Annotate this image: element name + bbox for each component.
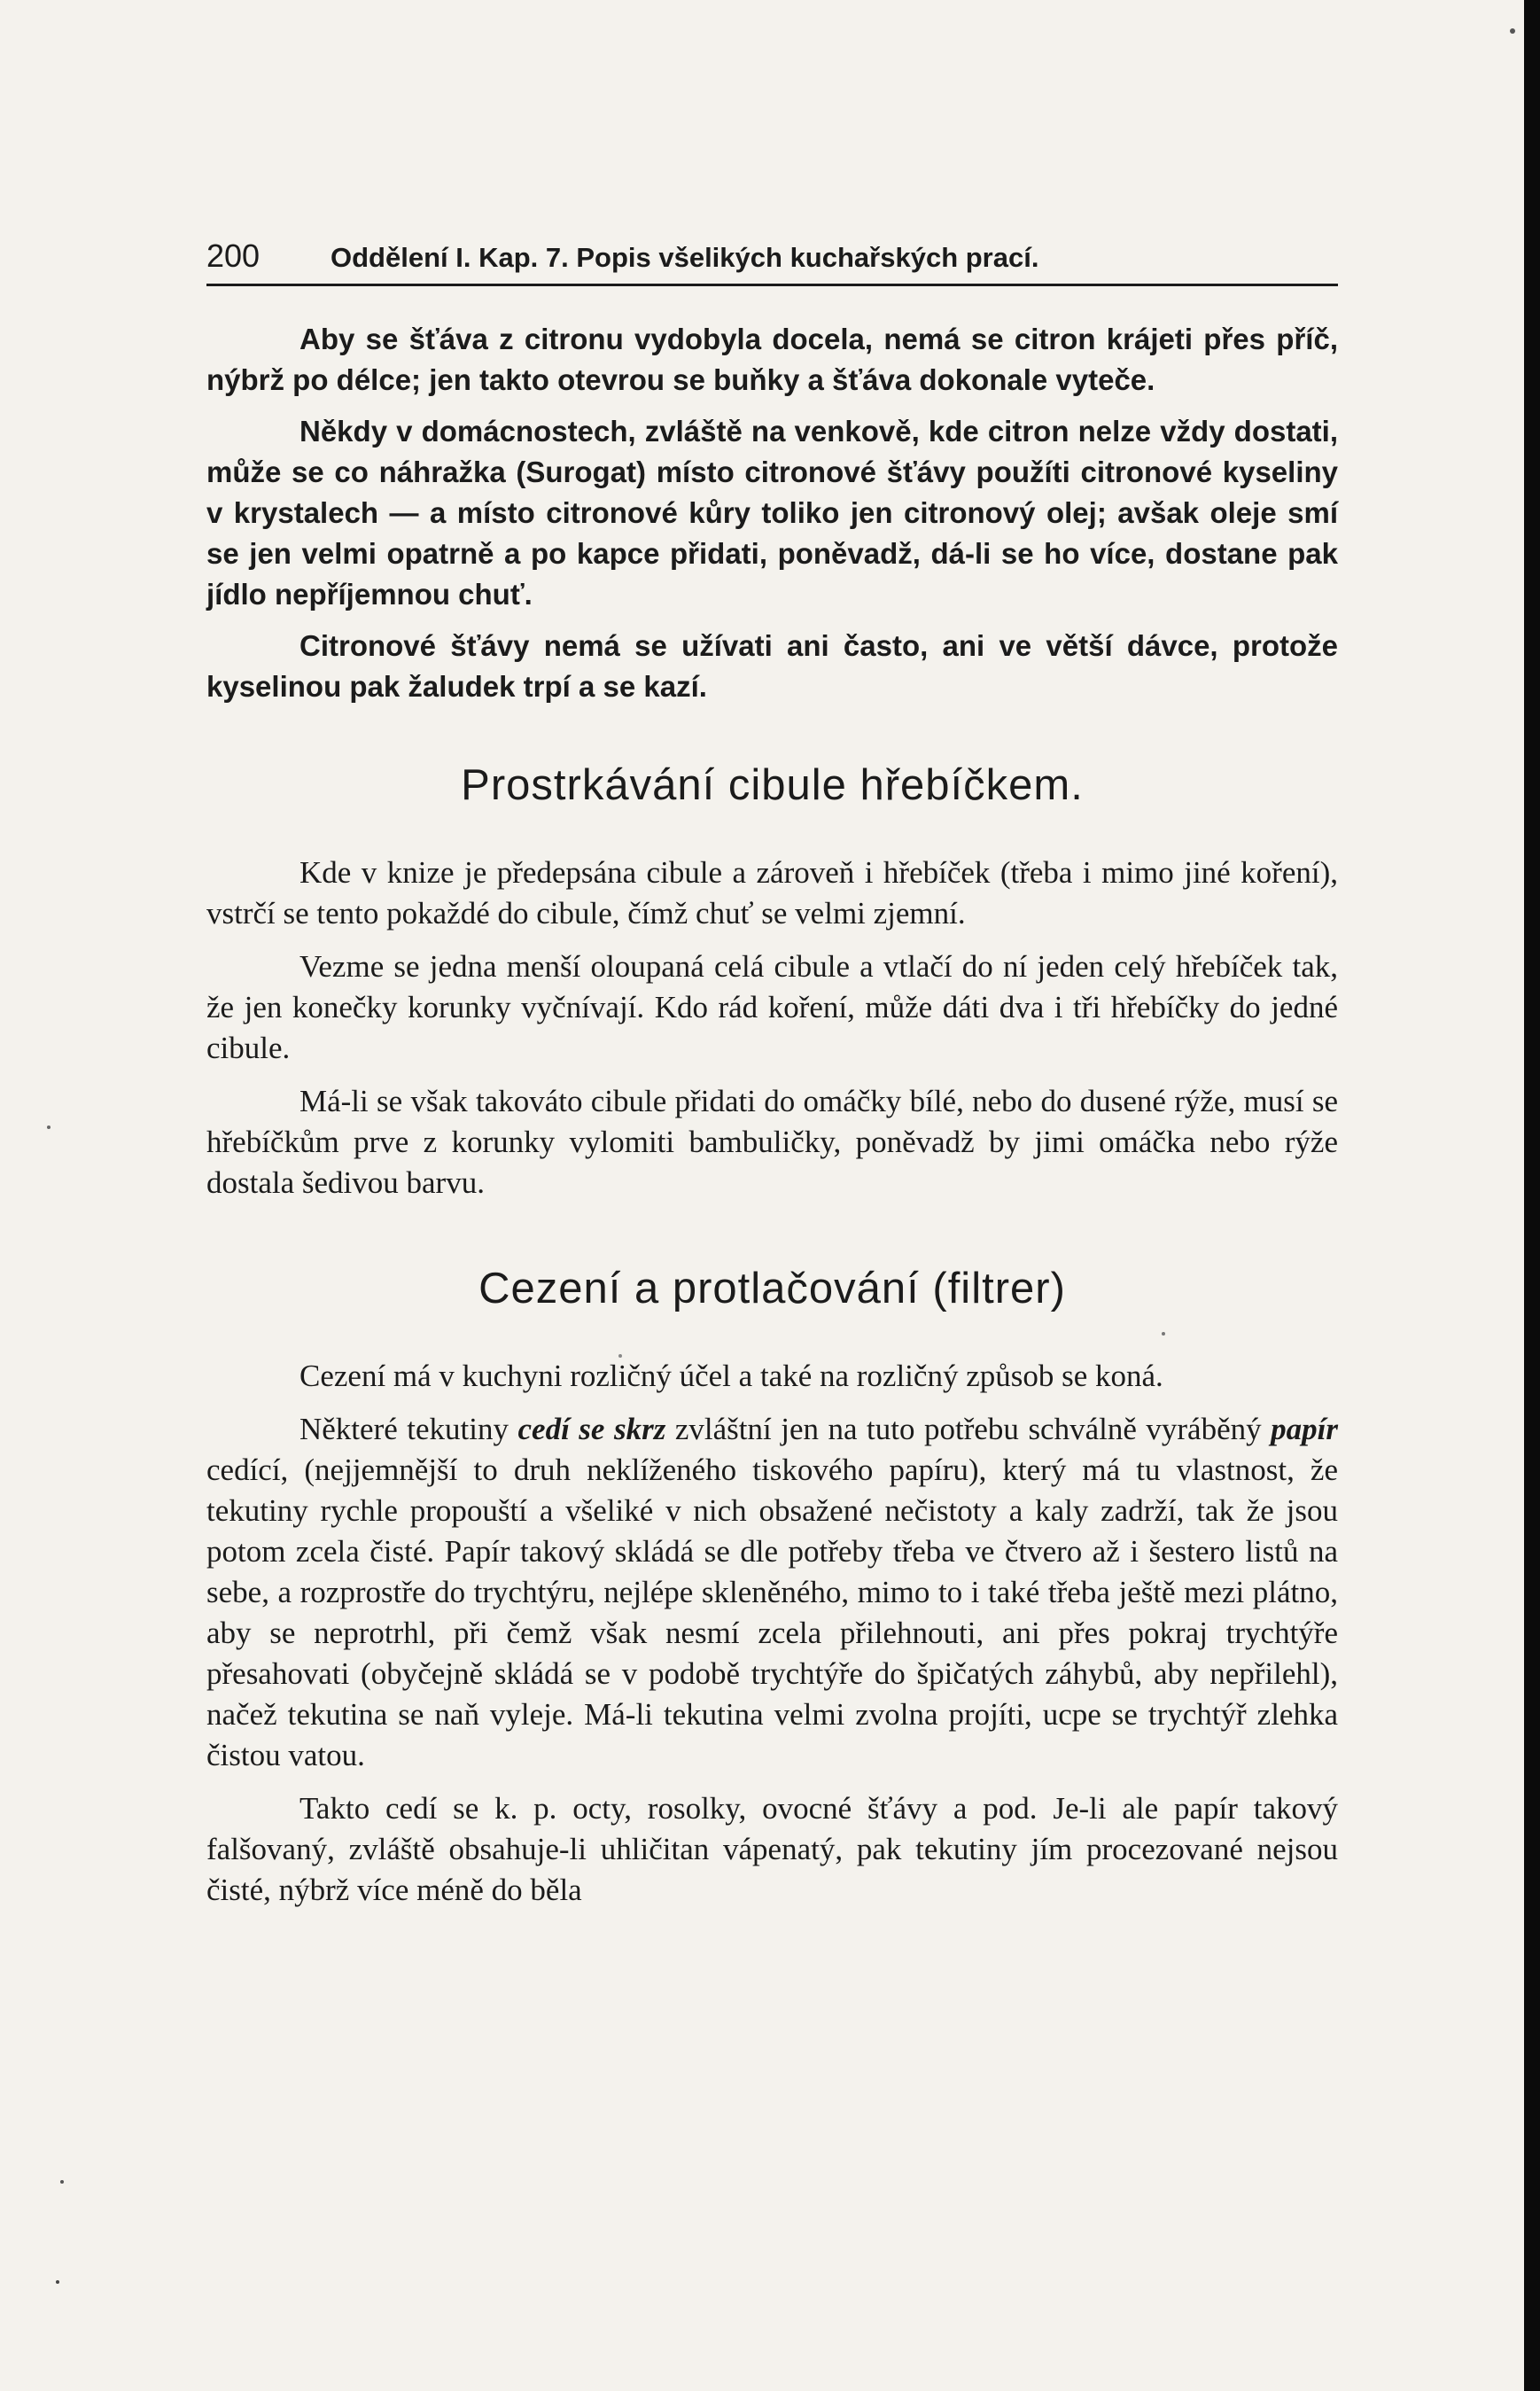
section-title-cloves: Prostrkávání cibule hřebíčkem. [461,761,1084,809]
scan-speck [60,2180,64,2184]
scan-speck [1162,1332,1165,1336]
text-run: Některé tekutiny [299,1412,518,1446]
paragraph-citron-substitute: Někdy v domácnostech, zvláště na venkově, kde citron nelze vždy dostati, může se co náhražka (Surogat) místo citronové šťávy použíti citronové kyseliny v krystalech — a místo citronové kůry toliko jen citronový olej; avšak oleje smí se jen velmi opatrně a po kapce přidati, poněvadž, dá-li se ho více, dostane pak jídlo nepříjemnou chuť. [206,415,1338,611]
scan-speck [1510,28,1515,34]
paragraph-citron-juice: Aby se šťáva z citronu vydobyla docela, nemá se citron krájeti přes příč, nýbrž po délce; jen takto otevrou se buňky a šťáva dokonale vyteče. [206,323,1338,396]
emphasis-papir: papír [1271,1412,1338,1446]
paragraph-citron-warning: Citronové šťávy nemá se užívati ani často, ani ve větší dávce, protože kyselinou pak žaludek trpí a se kazí. [206,629,1338,703]
page-number: 200 [206,238,261,274]
running-head: Oddělení I. Kap. 7. Popis všelikých kuchařských prací. [331,242,1039,273]
text-run: cedící, (nejjemnější to druh neklíženého tiskového papíru), který má tu vlastnost, že tekutiny rychle propouští a všeliké v nich obsažené nečistoty a kaly zadrží, tak že jsou potom zcela čisté. Papír takový skládá se dle potřeby třeba ve čtvero až i šestero listů na sebe, a rozprostře do trychtýru, nejlépe skleněného, mimo to i také třeba ještě mezi plátno, aby se neprotrhl, při čemž však nesmí zcela přilehnouti, ani přes pokraj trychtýře přesahovati (obyčejně skládá se v podobě trychtýře do špičatých záhybů, aby nepřilehl), načež tekutina se naň vyleje. Má-li tekutina velmi zvolna projíti, ucpe se trychtýř zlehka čistou vatou. [206,1453,1338,1772]
emphasis-cedi-se-skrz: cedí se skrz [517,1412,666,1446]
paragraph-straining-intro: Cezení má v kuchyni rozličný účel a také na rozličný způsob se koná. [299,1359,1163,1393]
text-run: zvláštní jen na tuto potřebu schválně vyráběný [665,1412,1272,1446]
section-title-straining: Cezení a protlačování (filtrer) [478,1265,1066,1312]
paragraph-cloves-white-sauce: Má-li se však takováto cibule přidati do omáčky bílé, nebo do dusené rýže, musí se hřebíčkům prve z korunky vylomiti bambuličky, poněvadž by jimi omáčka nebo rýže dostala šedivou barvu. [206,1084,1338,1200]
paragraph-cloves-intro: Kde v knize je předepsána cibule a zároveň i hřebíček (třeba i mimo jiné koření), vstrčí se tento pokaždé do cibule, čímž chuť se velmi zjemní. [206,855,1338,931]
paragraph-straining-examples: Takto cedí se k. p. octy, rosolky, ovocné šťávy a pod. Je-li ale papír takový falšovaný, zvláště obsahuje-li uhličitan vápenatý, pak tekutiny jím procezované nejsou čisté, nýbrž více méně do běla [206,1791,1338,1907]
paragraph-cloves-method: Vezme se jedna menší oloupaná celá cibule a vtlačí do ní jeden celý hřebíček tak, že jen konečky korunky vyčnívají. Kdo rád koření, může dáti dva i tři hřebíčky do jedné cibule. [206,949,1338,1065]
scan-speck [56,2280,59,2284]
scan-speck [618,1354,622,1358]
scan-speck [47,1125,51,1129]
